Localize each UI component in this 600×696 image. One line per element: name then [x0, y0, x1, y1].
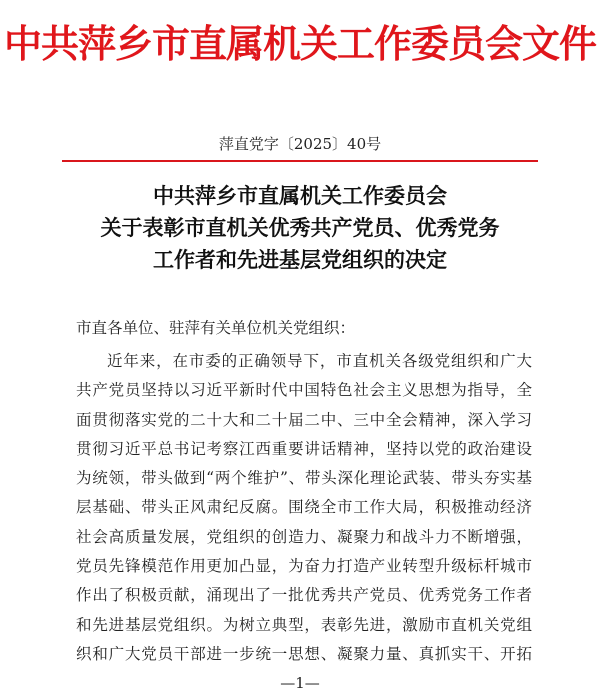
body-line: 层基础、带头正风肃纪反腐。围绕全市工作大局，积极推动经济 [76, 498, 532, 517]
title-line: 中共萍乡市直属机关工作委员会 [153, 183, 447, 208]
page-number: —1— [280, 674, 320, 692]
body-line: 和先进基层党组织。为树立典型，表彰先进，激励市直机关党组 [76, 615, 532, 634]
document-masthead: 中共萍乡市直属机关工作委员会文件 [3, 22, 596, 66]
title-line: 工作者和先进基层党组织的决定 [153, 247, 447, 272]
body-line: 贯彻习近平总书记考察江西重要讲话精神，坚持以党的政治建设 [76, 439, 532, 458]
body-line: 为统领，带头做到“两个维护”、带头深化理论武装、带头夯实基 [76, 469, 532, 488]
body-line: 作出了积极贡献，涌现出了一批优秀共产党员、优秀党务工作者 [76, 586, 532, 605]
document-number: 萍直党字〔2025〕40号 [218, 135, 382, 153]
title-line: 关于表彰市直机关优秀共产党员、优秀党务 [100, 215, 500, 240]
body-paragraph [76, 347, 532, 669]
document-title [0, 180, 600, 276]
body-line: 织和广大党员干部进一步统一思想、凝聚力量、真抓实干、开拓 [76, 644, 532, 663]
body-line: 党员先锋模范作用更加凸显，为奋力打造产业转型升级标杆城市 [76, 557, 532, 576]
salutation: 市直各单位、驻萍有关单位机关党组织： [76, 319, 356, 337]
body-line: 社会高质量发展，党组织的创造力、凝聚力和战斗力不断增强， [76, 527, 532, 546]
body-line: 共产党员坚持以习近平新时代中国特色社会主义思想为指导，全 [76, 381, 532, 400]
body-line: 面贯彻落实党的二十大和二十届二中、三中全会精神，深入学习 [76, 410, 532, 429]
body-line: 近年来，在市委的正确领导下，市直机关各级党组织和广大 [107, 352, 532, 370]
masthead-divider [62, 160, 538, 162]
